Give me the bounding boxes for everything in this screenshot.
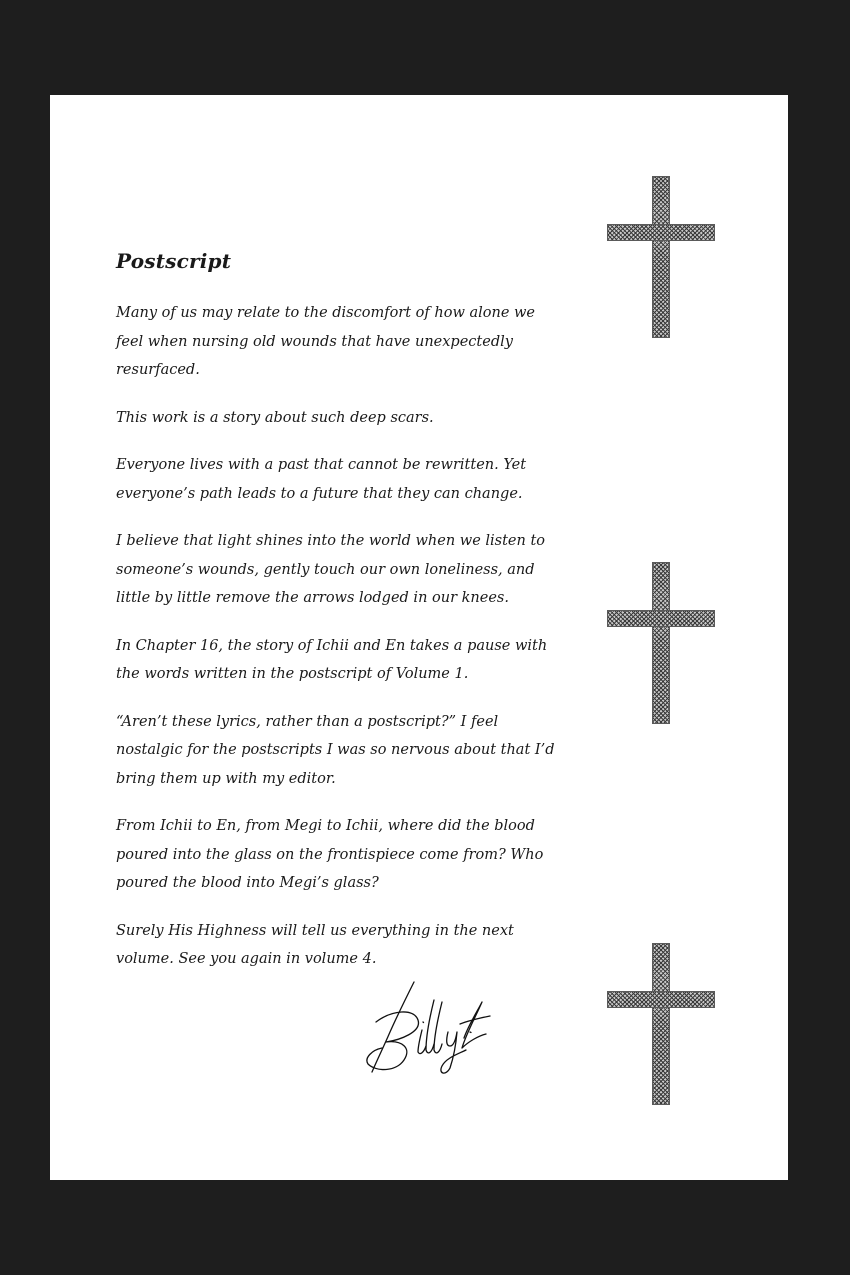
paragraph: “Aren’t these lyrics, rather than a postscript?” I feel nostalgic for the postscripts I was so nervous about that I’d bring them up with my editor. xyxy=(116,713,555,787)
cross-icon xyxy=(607,562,715,724)
cross-horizontal-bar xyxy=(607,224,715,241)
cross-horizontal-bar xyxy=(607,610,715,627)
paragraph: I believe that light shines into the world when we listen to someone’s wounds, gently touch our own loneliness, and little by little remove the arrows lodged in our knees. xyxy=(116,533,546,606)
author-signature xyxy=(362,980,492,1078)
cross-vertical-bar xyxy=(652,943,670,1105)
page-title: Postscript xyxy=(116,249,232,273)
paragraph: This work is a story about such deep scars. xyxy=(116,409,434,426)
cross-vertical-bar xyxy=(652,176,670,338)
postscript-text xyxy=(116,245,556,993)
paragraph: From Ichii to En, from Megi to Ichii, where did the blood poured into the glass on the frontispiece come from? Who poured the blood into Megi’s glass? xyxy=(116,818,544,891)
cross-vertical-bar xyxy=(652,562,670,724)
cross-horizontal-bar xyxy=(607,991,715,1008)
postscript-page xyxy=(50,95,788,1180)
paragraph: Everyone lives with a past that cannot be rewritten. Yet everyone’s path leads to a future that they can change. xyxy=(116,457,527,502)
paragraph: In Chapter 16, the story of Ichii and En takes a pause with the words written in the postscript of Volume 1. xyxy=(116,637,548,682)
paragraph: Surely His Highness will tell us everything in the next volume. See you again in volume 4. xyxy=(116,922,514,967)
cross-icon xyxy=(607,943,715,1105)
cross-icon xyxy=(607,176,715,338)
paragraph: Many of us may relate to the discomfort of how alone we feel when nursing old wounds that have unexpectedly resurfaced. xyxy=(116,305,536,378)
